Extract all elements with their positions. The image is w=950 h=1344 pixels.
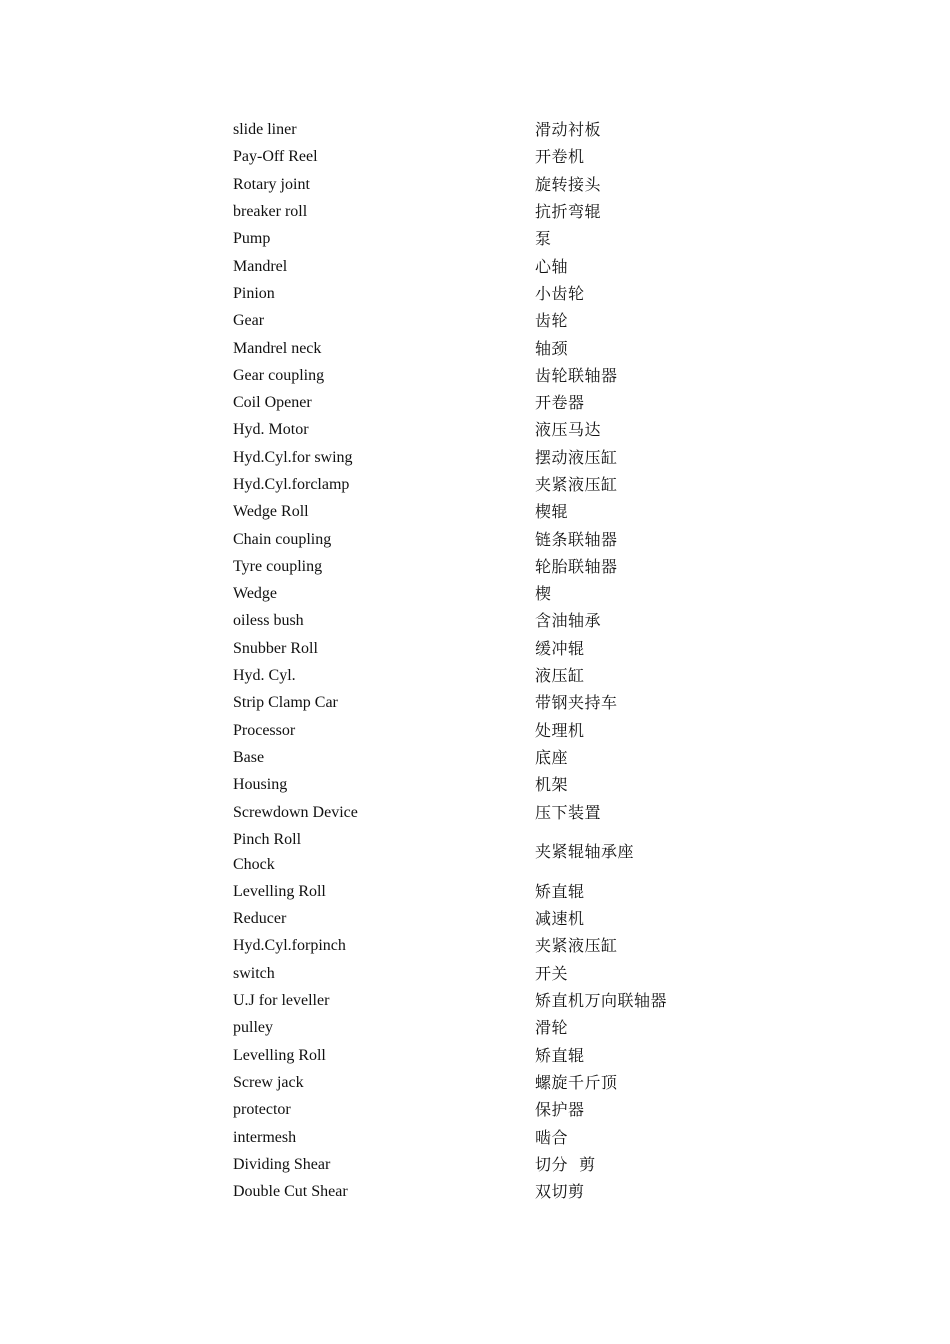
chinese-term: 楔辊 xyxy=(535,502,569,522)
glossary-row xyxy=(233,362,753,389)
chinese-term: 开卷机 xyxy=(535,147,585,167)
english-term xyxy=(233,608,535,633)
glossary-row xyxy=(233,905,753,932)
english-term-line: Levelling Roll xyxy=(233,1046,326,1064)
glossary-row xyxy=(233,717,753,744)
english-term-line: switch xyxy=(233,964,275,982)
english-term xyxy=(233,636,535,661)
glossary-row xyxy=(233,389,753,416)
english-term-line: Gear xyxy=(233,312,265,330)
chinese-term: 液压马达 xyxy=(535,420,602,440)
english-term xyxy=(233,363,535,388)
chinese-term: 滑动衬板 xyxy=(535,120,602,140)
english-term-line: Coil Opener xyxy=(233,394,312,412)
chinese-term: 抗折弯辊 xyxy=(535,202,602,222)
english-term-line: slide liner xyxy=(233,121,297,139)
glossary-row xyxy=(233,987,753,1014)
chinese-term: 液压缸 xyxy=(535,666,585,686)
english-term xyxy=(233,117,535,142)
english-term-line: Hyd.Cyl.forpinch xyxy=(233,937,346,955)
english-term xyxy=(233,445,535,470)
english-term-line: Gear coupling xyxy=(233,366,325,384)
english-term-line: intermesh xyxy=(233,1128,297,1146)
english-term xyxy=(233,906,535,931)
glossary-row xyxy=(233,334,753,361)
chinese-term: 小齿轮 xyxy=(535,283,585,303)
english-term xyxy=(233,1043,535,1068)
english-term xyxy=(233,281,535,306)
glossary-row xyxy=(233,1151,753,1178)
english-term-line: Processor xyxy=(233,721,296,739)
glossary-row xyxy=(233,580,753,607)
english-term xyxy=(233,933,535,958)
glossary-row xyxy=(233,116,753,143)
glossary-row xyxy=(233,553,753,580)
english-term xyxy=(233,472,535,497)
english-term-line: Hyd.Cyl.forclamp xyxy=(233,476,350,493)
chinese-term: 楔 xyxy=(535,584,552,604)
chinese-term: 矫直辊 xyxy=(535,881,585,901)
english-term-line: Rotary joint xyxy=(233,175,310,193)
english-term xyxy=(233,879,535,904)
chinese-term: 减速机 xyxy=(535,909,585,929)
english-term-line: Chock xyxy=(233,855,275,873)
english-term xyxy=(233,336,535,361)
english-term-line: Pay-Off Reel xyxy=(233,148,318,166)
chinese-term: 缓冲辊 xyxy=(535,638,585,658)
glossary-row xyxy=(233,171,753,198)
english-term xyxy=(233,800,535,825)
chinese-term: 双切剪 xyxy=(535,1182,585,1202)
chinese-term: 齿轮联轴器 xyxy=(535,365,618,385)
glossary-row xyxy=(233,471,753,498)
glossary-row xyxy=(233,771,753,798)
english-term-line: Dividing Shear xyxy=(233,1155,331,1173)
glossary-row xyxy=(233,444,753,471)
english-term xyxy=(233,527,535,552)
english-term xyxy=(233,1097,535,1122)
english-term xyxy=(233,1070,535,1095)
chinese-term: 旋转接头 xyxy=(535,174,602,194)
glossary-row xyxy=(233,826,753,878)
english-term xyxy=(233,581,535,606)
english-term-line: pulley xyxy=(233,1019,273,1037)
english-term xyxy=(233,390,535,415)
english-term-line: protector xyxy=(233,1101,291,1119)
english-term xyxy=(233,254,535,279)
glossary-row xyxy=(233,225,753,252)
english-term-line: Hyd. Cyl. xyxy=(233,667,296,685)
glossary-row xyxy=(233,498,753,525)
glossary-row xyxy=(233,878,753,905)
chinese-term: 齿轮 xyxy=(535,311,569,331)
english-term-line: oiless bush xyxy=(233,612,304,630)
chinese-term: 含油轴承 xyxy=(535,611,602,631)
glossary-row xyxy=(233,607,753,634)
english-term-line: Strip Clamp Car xyxy=(233,694,338,712)
english-term-line: Hyd.Cyl.for swing xyxy=(233,448,353,466)
chinese-term: 泵 xyxy=(535,229,552,249)
english-term xyxy=(233,827,535,877)
glossary-row xyxy=(233,252,753,279)
english-term xyxy=(233,144,535,169)
english-term xyxy=(233,663,535,688)
chinese-term: 保护器 xyxy=(535,1100,585,1120)
chinese-term: 底座 xyxy=(535,747,569,767)
glossary-row xyxy=(233,662,753,689)
english-term-line: Chain coupling xyxy=(233,530,332,548)
english-term xyxy=(233,554,535,579)
english-term xyxy=(233,772,535,797)
english-term-line: Screw jack xyxy=(233,1073,304,1091)
glossary-row xyxy=(233,1123,753,1150)
english-term-line: U.J for leveller xyxy=(233,992,330,1010)
english-term xyxy=(233,199,535,224)
chinese-term: 链条联轴器 xyxy=(535,529,618,549)
english-term-line: Pump xyxy=(233,230,271,248)
glossary-row xyxy=(233,1069,753,1096)
english-term xyxy=(233,718,535,743)
english-term-line: Levelling Roll xyxy=(233,882,326,900)
english-term xyxy=(233,690,535,715)
english-term xyxy=(233,1125,535,1150)
english-term xyxy=(233,1015,535,1040)
english-term xyxy=(233,1152,535,1177)
english-term xyxy=(233,308,535,333)
english-term-line: Screwdown Device xyxy=(233,803,358,821)
glossary-row xyxy=(233,960,753,987)
glossary-row xyxy=(233,635,753,662)
english-term xyxy=(233,226,535,251)
glossary-row xyxy=(233,1096,753,1123)
english-term-line: Hyd. Motor xyxy=(233,421,309,439)
chinese-term: 机架 xyxy=(535,775,569,795)
glossary-row xyxy=(233,416,753,443)
english-term-line: Housing xyxy=(233,776,288,794)
english-term-line: Pinch Roll xyxy=(233,830,302,848)
chinese-term: 摆动液压缸 xyxy=(535,447,618,467)
chinese-term: 矫直机万向联轴器 xyxy=(535,991,668,1011)
english-term-line: Base xyxy=(233,748,265,766)
glossary-row xyxy=(233,143,753,170)
english-term-line: Mandrel xyxy=(233,257,288,275)
chinese-term: 处理机 xyxy=(535,720,585,740)
glossary-table xyxy=(233,116,753,1205)
english-term-line: Pinion xyxy=(233,284,275,302)
english-term xyxy=(233,1179,535,1204)
chinese-term: 开卷器 xyxy=(535,393,585,413)
glossary-row xyxy=(233,307,753,334)
english-term-line: Reducer xyxy=(233,910,287,928)
english-term-line: Tyre coupling xyxy=(233,557,323,575)
glossary-row xyxy=(233,525,753,552)
chinese-term: 矫直辊 xyxy=(535,1045,585,1065)
chinese-term: 螺旋千斤顶 xyxy=(535,1072,618,1092)
glossary-row xyxy=(233,198,753,225)
english-term xyxy=(233,745,535,770)
english-term-line: Wedge Roll xyxy=(233,503,309,521)
glossary-row xyxy=(233,932,753,959)
english-term-line: Mandrel neck xyxy=(233,339,322,357)
glossary-row xyxy=(233,1178,753,1205)
glossary-row xyxy=(233,1042,753,1069)
chinese-term: 夹紧液压缸 xyxy=(535,936,618,956)
chinese-term: 滑轮 xyxy=(535,1018,569,1038)
chinese-term: 心轴 xyxy=(535,256,569,276)
chinese-term: 压下装置 xyxy=(535,802,602,822)
english-term xyxy=(233,417,535,442)
glossary-row xyxy=(233,1014,753,1041)
english-term-line: Wedge xyxy=(233,585,278,603)
glossary-row xyxy=(233,280,753,307)
english-term xyxy=(233,172,535,197)
chinese-term: 轮胎联轴器 xyxy=(535,556,618,576)
glossary-row xyxy=(233,798,753,825)
english-term xyxy=(233,961,535,986)
english-term-line: breaker roll xyxy=(233,203,308,221)
english-term-line: Snubber Roll xyxy=(233,639,318,657)
glossary-row xyxy=(233,744,753,771)
chinese-term: 带钢夹持车 xyxy=(535,693,618,713)
chinese-term: 切分 剪 xyxy=(535,1154,596,1174)
chinese-term: 轴颈 xyxy=(535,338,569,358)
english-term xyxy=(233,988,535,1013)
chinese-term: 夹紧液压缸 xyxy=(535,475,618,494)
english-term xyxy=(233,499,535,524)
chinese-term: 开关 xyxy=(535,963,569,983)
chinese-term: 啮合 xyxy=(535,1127,569,1147)
english-term-line: Double Cut Shear xyxy=(233,1183,348,1201)
glossary-row xyxy=(233,689,753,716)
chinese-term: 夹紧辊轴承座 xyxy=(535,842,635,862)
